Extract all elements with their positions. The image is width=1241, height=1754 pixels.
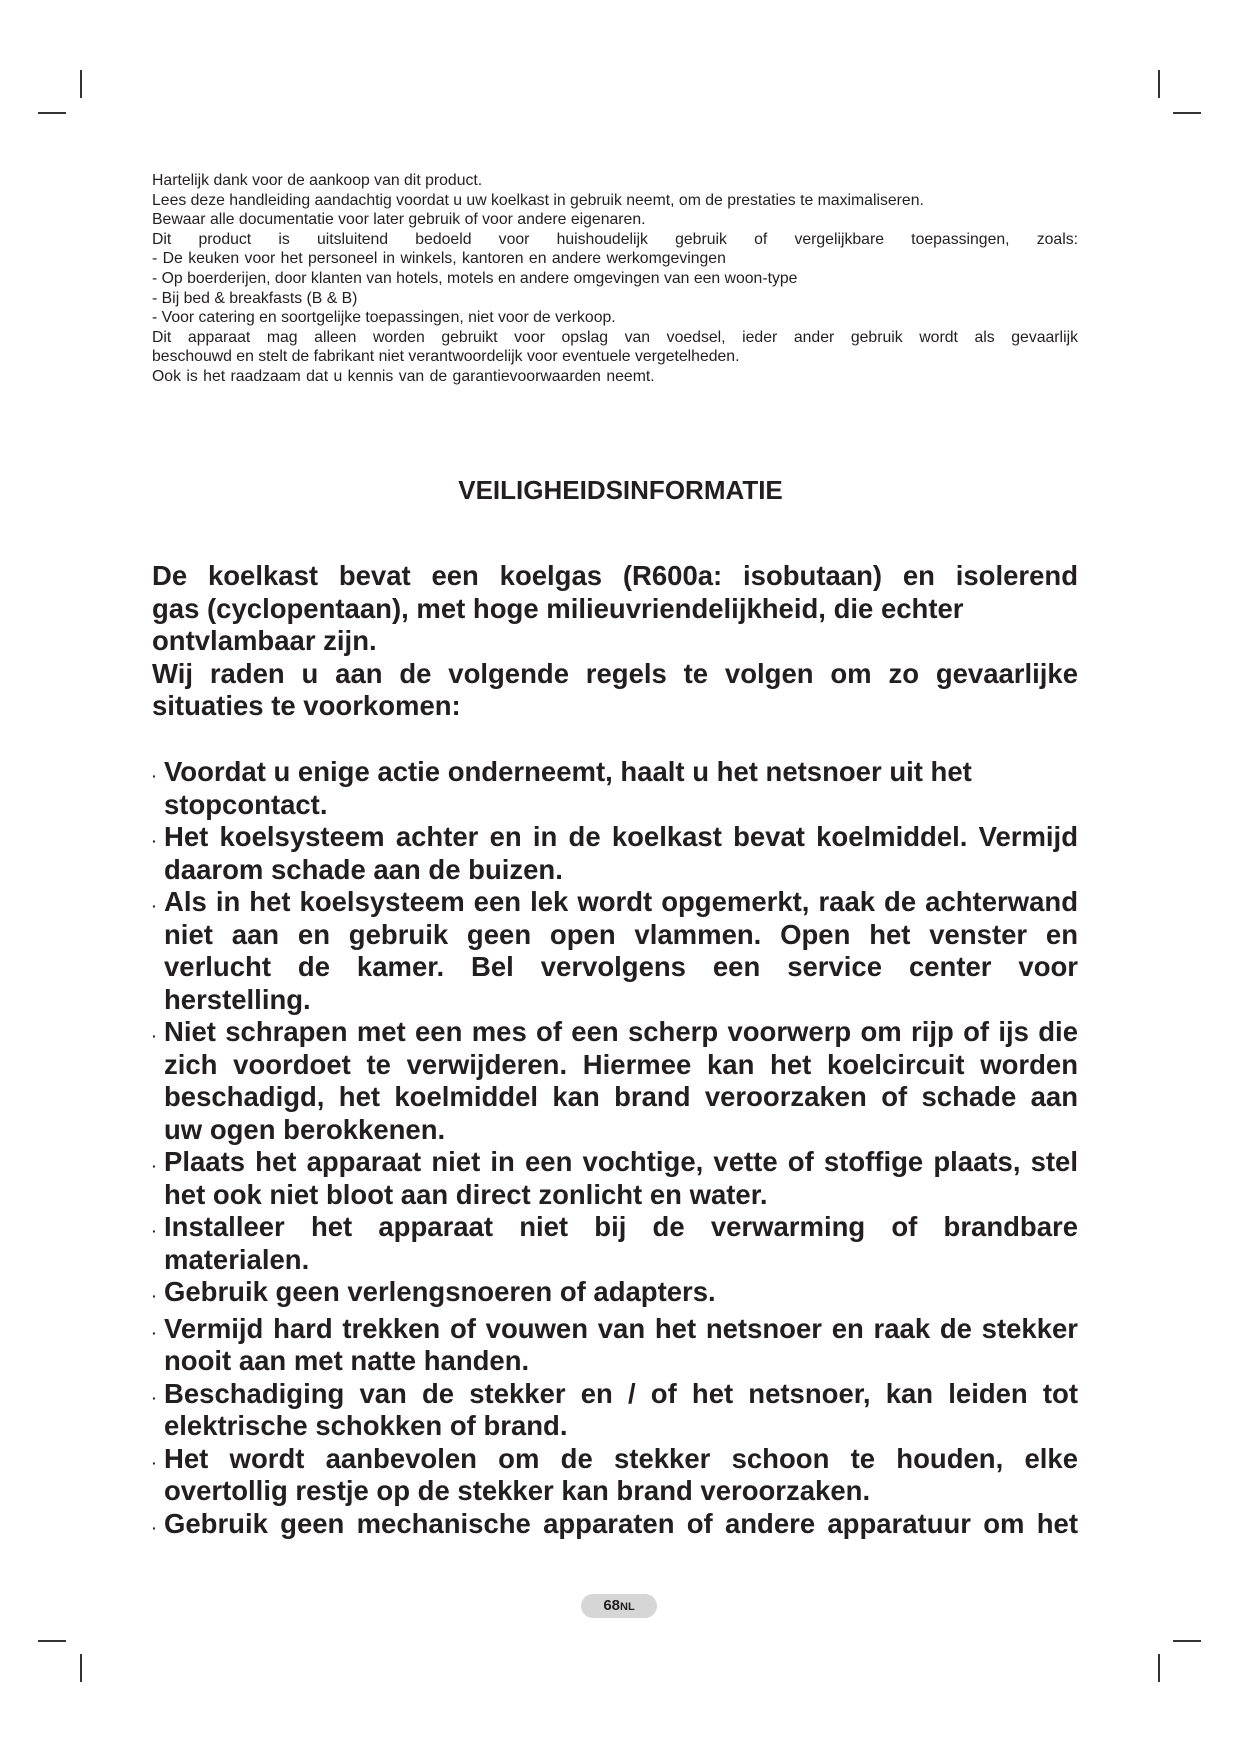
bullet-icon: · [152,1028,157,1044]
bullet-icon: · [152,1158,157,1174]
intro-line: Bewaar alle documentatie voor later gebruik of voor andere eigenaren. [152,211,646,229]
rule-line: Vermijd hard trekken of vouwen van het netsnoer en raak de stekker [164,1312,1078,1344]
rule-line: Niet schrapen met een mes of een scherp voorwerp om rijp of ijs die [164,1016,1078,1047]
warning-paragraph [152,560,1078,723]
crop-mark-bottom-right [1173,1640,1201,1642]
rule-line: zich voordoet te verwijderen. Hiermee kan het koelcircuit worden [164,1048,1078,1080]
list-item [152,1378,1078,1443]
intro-list-item: - De keuken voor het personeel in winkels, kantoren en andere werkomgevingen [152,250,726,268]
rule-line: uw ogen berokkenen. [164,1113,446,1145]
bullet-icon: · [152,1288,157,1304]
list-item [152,1443,1078,1508]
rule-line: elektrische schokken of brand. [164,1410,568,1441]
rule-line: Het koelsysteem achter en in de koelkast bevat koelmiddel. Vermijd [164,821,1078,852]
intro-list-item: - Op boerderijen, door klanten van hotels, motels en andere omgevingen van een woon-type [152,269,798,287]
page-number-badge [581,1594,657,1618]
section-heading: VEILIGHEIDSINFORMATIE [458,475,783,505]
crop-mark-top-right [1158,70,1160,98]
bullet-icon: · [152,768,157,784]
list-item [152,1508,1078,1545]
bullet-icon: · [152,1389,157,1406]
intro-list-item: - Voor catering en soortgelijke toepassingen, niet voor de verkoop. [152,309,616,327]
rule-line: beschadigd, het koelmiddel kan brand veroorzaken of schade aan [164,1081,1078,1112]
intro-list-item: - Bij bed & breakfasts (B & B) [152,289,358,307]
warning-line: Wij raden u aan de volgende regels te volgen om zo gevaarlijke [152,657,1078,689]
list-item [152,1146,1078,1211]
intro-section [152,171,1078,387]
safety-rules-list [152,756,1078,1544]
intro-line: Ook is het raadzaam dat u kennis van de garantievoorwaarden neemt. [152,367,655,385]
intro-line: Lees deze handleiding aandachtig voordat u uw koelkast in gebruik neemt, om de prestaties te maximaliseren. [152,191,924,209]
rule-line: nooit aan met natte handen. [164,1345,530,1376]
warning-line: gas (cyclopentaan), met hoge milieuvriendelijkheid, die echter [152,592,964,624]
crop-mark-top-left [38,112,66,114]
intro-line: beschouwd en stelt de fabrikant niet verantwoordelijk voor eventuele vergetelheden. [152,348,740,366]
rule-line: Gebruik geen mechanische apparaten of andere apparatuur om het [164,1507,1078,1539]
bullet-icon: · [152,1223,157,1239]
intro-line: Dit apparaat mag alleen worden gebruikt voor opslag van voedsel, ieder ander gebruik wordt als gevaarlijk [152,328,1078,346]
list-item [152,1016,1078,1146]
page-number: 68 [603,1597,620,1614]
rule-line: Als in het koelsysteem een lek wordt opgemerkt, raak de achterwand [164,886,1078,917]
list-item [152,756,1078,821]
rule-line: Het wordt aanbevolen om de stekker schoon te houden, elke [164,1442,1078,1474]
page-language: NL [620,1601,635,1613]
bullet-icon: · [152,833,157,849]
rule-line: Beschadiging van de stekker en / of het netsnoer, kan leiden tot [164,1377,1078,1409]
rule-line: overtollig restje op de stekker kan brand veroorzaken. [164,1475,871,1506]
crop-mark-bottom-left [80,1654,82,1682]
intro-line: Hartelijk dank voor de aankoop van dit product. [152,172,483,189]
list-item [152,1313,1078,1378]
rule-line: daarom schade aan de buizen. [164,853,563,885]
warning-line: situaties te voorkomen: [152,690,461,721]
rule-line: Plaats het apparaat niet in een vochtige, vette of stoffige plaats, stel [164,1146,1078,1177]
list-item [152,1211,1078,1276]
list-item [152,886,1078,1016]
list-item [152,1276,1078,1313]
rule-line: Installeer het apparaat niet bij de verwarming of brandbare [164,1211,1078,1242]
crop-mark-bottom-left [38,1640,66,1642]
rule-line: Voordat u enige actie onderneemt, haalt u het netsnoer uit het [164,756,972,787]
bullet-icon: · [152,898,157,914]
rule-line: het ook niet bloot aan direct zonlicht en water. [164,1178,768,1210]
intro-line: Dit product is uitsluitend bedoeld voor huishoudelijk gebruik of vergelijkbare toepassingen, zoals: [152,230,1078,248]
crop-mark-top-left [80,70,82,98]
bullet-icon: · [152,1454,157,1471]
bullet-icon: · [152,1324,157,1341]
rule-line: materialen. [164,1243,310,1275]
crop-mark-top-right [1173,112,1201,114]
rule-line: stopcontact. [164,788,328,820]
rule-line: verlucht de kamer. Bel vervolgens een service center voor [164,951,1078,982]
crop-mark-bottom-right [1158,1654,1160,1682]
rule-line: herstelling. [164,983,311,1015]
warning-line: De koelkast bevat een koelgas (R600a: isobutaan) en isolerend [152,560,1078,591]
rule-line: niet aan en gebruik geen open vlammen. Open het venster en [164,918,1078,950]
warning-line: ontvlambaar zijn. [152,625,377,656]
list-item [152,821,1078,886]
rule-line: Gebruik geen verlengsnoeren of adapters. [164,1276,716,1307]
bullet-icon: · [152,1519,157,1536]
